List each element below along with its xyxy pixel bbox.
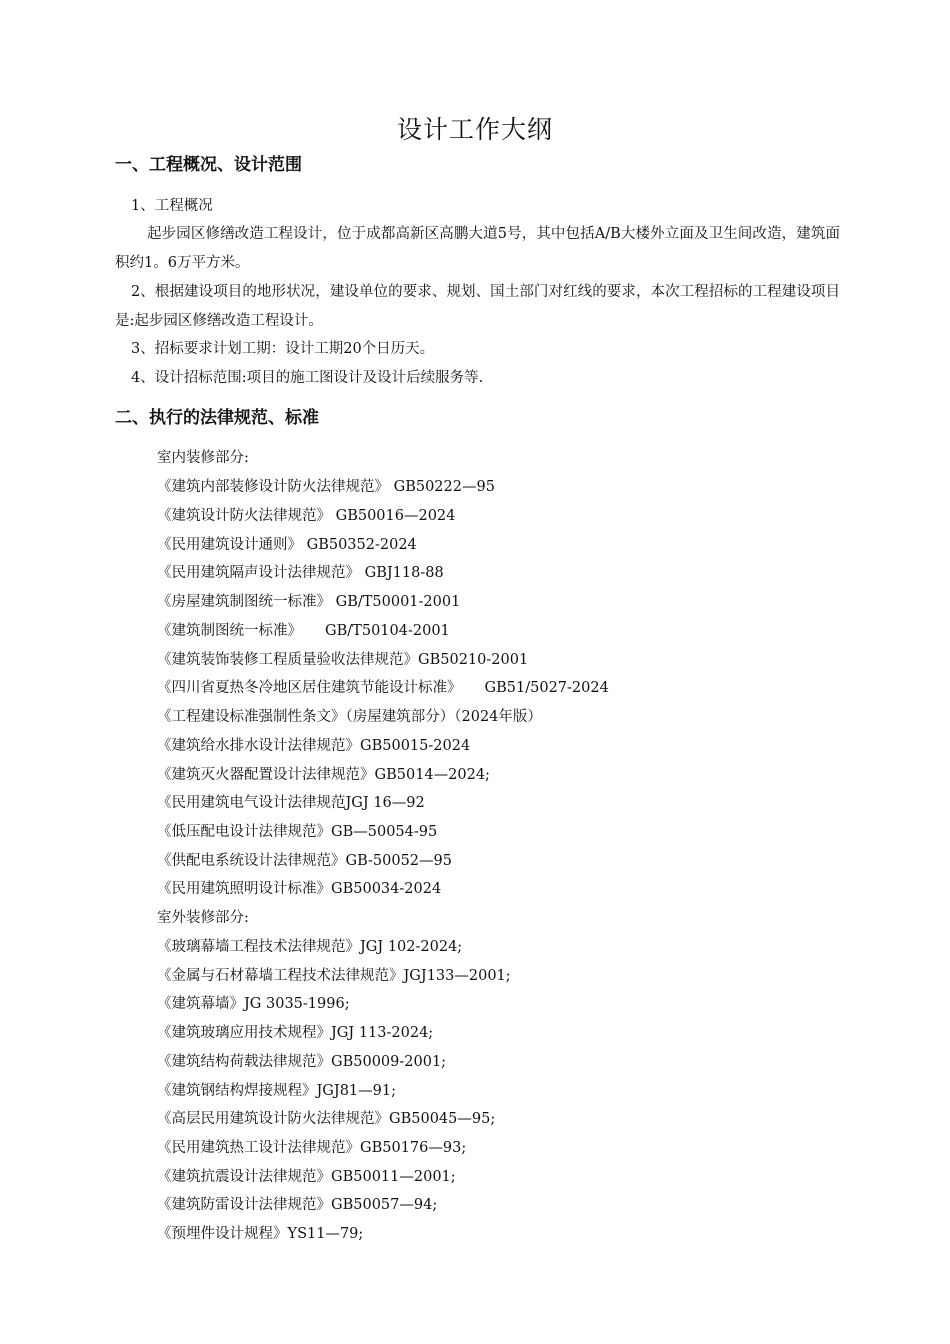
interior-standard-item: 《供配电系统设计法律规范》GB-50052—95	[157, 853, 452, 869]
item-3-text: 3、招标要求计划工期：设计工期20个日历天。	[131, 341, 435, 357]
section-1-heading: 一、工程概况、设计范围	[115, 155, 302, 175]
exterior-standard-item: 《建筑幕墙》JG 3035-1996;	[157, 996, 350, 1012]
interior-standard-item: 《民用建筑电气设计法律规范JGJ 16—92	[157, 795, 425, 811]
interior-standard-item: 《建筑制图统一标准》 GB/T50104-2001	[157, 623, 450, 639]
exterior-standard-item: 《建筑玻璃应用技术规程》JGJ 113-2024;	[157, 1025, 434, 1041]
item-1-label: 1、工程概况	[131, 198, 213, 214]
exterior-standard-item: 《预埋件设计规程》YS11—79;	[157, 1226, 364, 1242]
item-2-text: 2、根据建设项目的地形状况，建设单位的要求、规划、国土部门对红线的要求，本次工程招标的工程建设项目是:起步园区修缮改造工程设计。	[115, 284, 840, 329]
item-1-text: 起步园区修缮改造工程设计，位于成都高新区高鹏大道5号，其中包括A/B大楼外立面及卫生间改造，建筑面积约1。6万平方米。	[115, 226, 840, 271]
interior-standard-item: 《建筑装饰装修工程质量验收法律规范》GB50210-2001	[157, 652, 529, 668]
exterior-standard-item: 《建筑防雷设计法律规范》GB50057—94;	[157, 1197, 438, 1213]
interior-standard-item: 《民用建筑照明设计标准》GB50034-2024	[157, 881, 442, 897]
interior-standard-item: 《建筑灭火器配置设计法律规范》GB5014—2024;	[157, 767, 490, 783]
interior-standard-item: 《四川省夏热冬冷地区居住建筑节能设计标准》 GB51/5027-2024	[157, 680, 609, 696]
exterior-standard-item: 《建筑结构荷载法律规范》GB50009-2001;	[157, 1054, 447, 1070]
interior-standard-item: 《房屋建筑制图统一标准》 GB/T50001-2001	[157, 594, 461, 610]
exterior-standard-item: 《民用建筑热工设计法律规范》GB50176—93;	[157, 1140, 467, 1156]
page-title: 设计工作大纲	[396, 115, 553, 144]
interior-standard-item: 《建筑内部装修设计防火法律规范》 GB50222—95	[157, 479, 495, 495]
interior-label: 室内装修部分:	[157, 450, 249, 466]
exterior-standard-item: 《高层民用建筑设计防火法律规范》GB50045—95;	[157, 1111, 496, 1127]
section-2-heading: 二、执行的法律规范、标准	[115, 408, 319, 428]
exterior-standard-item: 《建筑抗震设计法律规范》GB50011—2001;	[157, 1169, 456, 1185]
interior-standard-item: 《民用建筑隔声设计法律规范》 GBJ118-88	[157, 565, 444, 581]
interior-standard-item: 《工程建设标准强制性条文》（房屋建筑部分）（2024年版）	[157, 709, 542, 725]
interior-standard-item: 《民用建筑设计通则》 GB50352-2024	[157, 537, 417, 553]
interior-standard-item: 《建筑给水排水设计法律规范》GB50015-2024	[157, 738, 471, 754]
exterior-standard-item: 《玻璃幕墙工程技术法律规范》JGJ 102-2024;	[157, 939, 463, 955]
exterior-standard-item: 《金属与石材幕墙工程技术法律规范》JGJ133—2001;	[157, 968, 511, 984]
exterior-standard-item: 《建筑钢结构焊接规程》JGJ81—91;	[157, 1083, 396, 1099]
exterior-label: 室外装修部分:	[157, 910, 249, 926]
interior-standard-item: 《建筑设计防火法律规范》 GB50016—2024	[157, 508, 456, 524]
item-4-text: 4、设计招标范围:项目的施工图设计及设计后续服务等.	[131, 370, 484, 386]
interior-standard-item: 《低压配电设计法律规范》GB—50054-95	[157, 824, 438, 840]
